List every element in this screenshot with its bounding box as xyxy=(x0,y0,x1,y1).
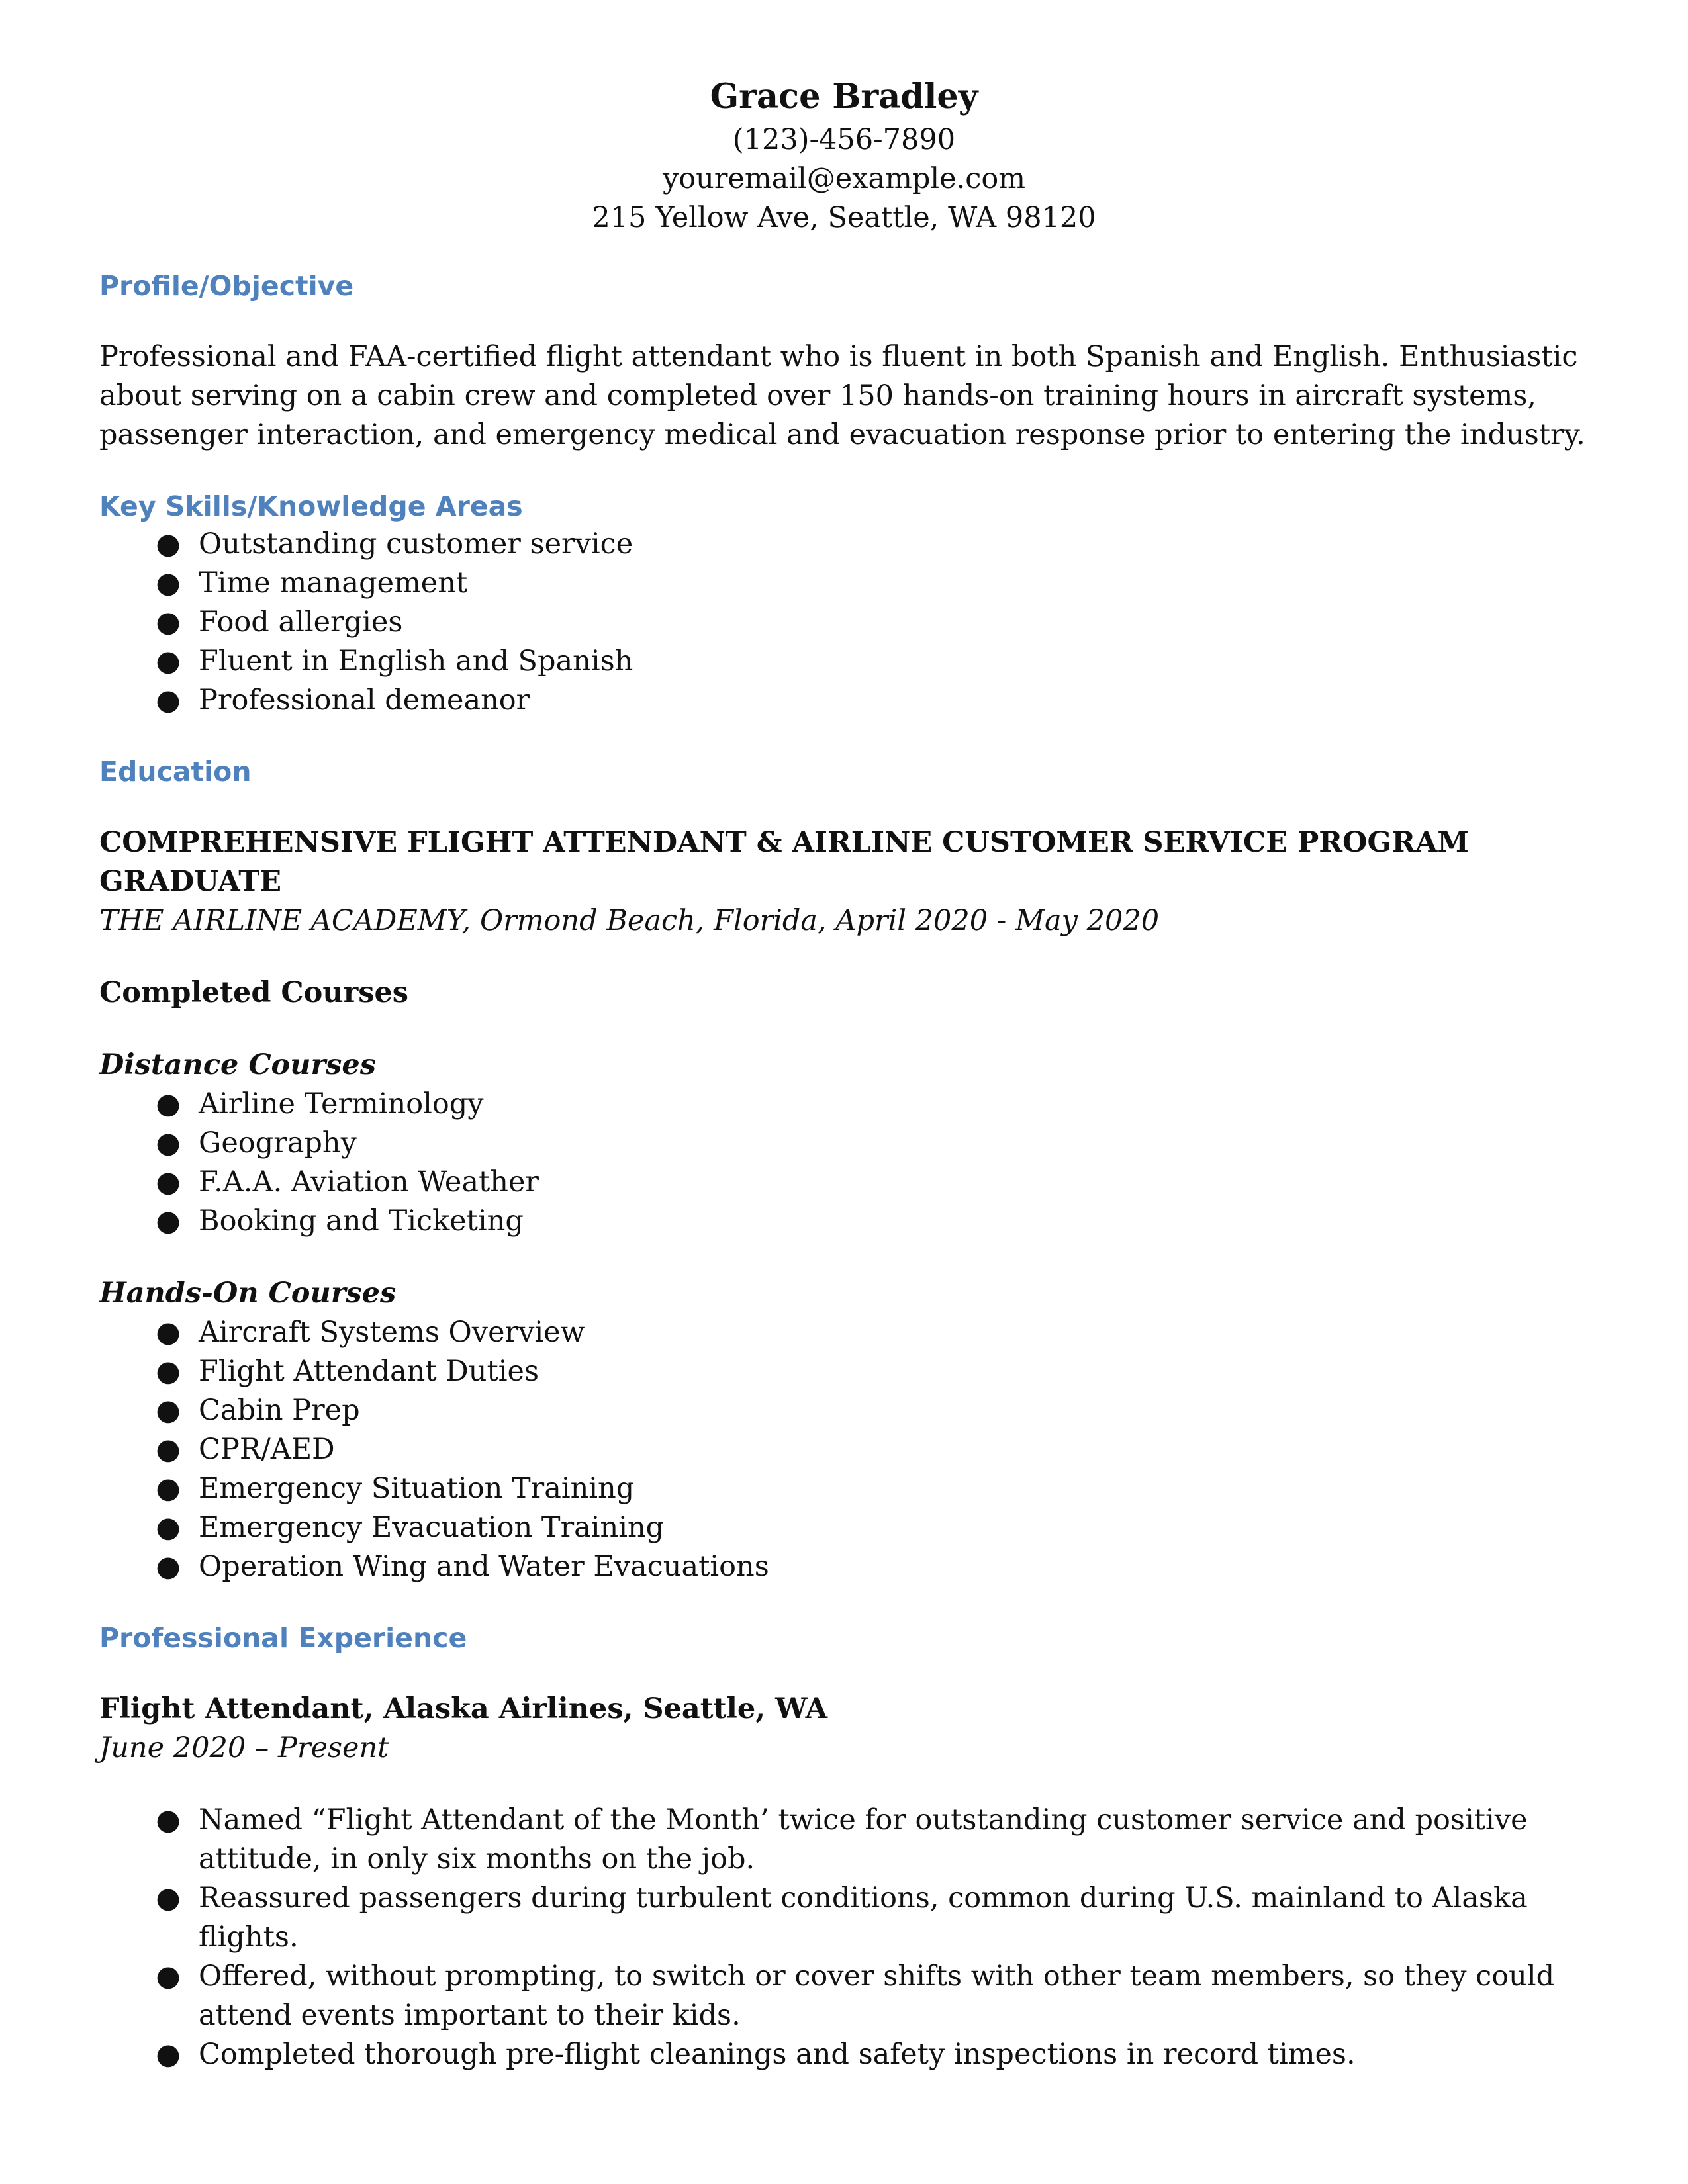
bullet-icon: ● xyxy=(156,527,181,561)
bullet-icon: ● xyxy=(156,1433,181,1466)
section-title-experience: Professional Experience xyxy=(99,1622,467,1654)
bullet-icon: ● xyxy=(156,1205,181,1238)
course-item-text: Booking and Ticketing xyxy=(199,1205,524,1238)
course-item xyxy=(99,1508,1589,1547)
bullet-icon: ● xyxy=(156,606,181,639)
course-item xyxy=(99,1085,1589,1124)
bullet-icon: ● xyxy=(156,1087,181,1120)
course-item xyxy=(99,1547,1589,1586)
bullet-icon: ● xyxy=(156,1316,181,1349)
section-title-education: Education xyxy=(99,756,252,788)
course-item-text: Emergency Situation Training xyxy=(199,1472,635,1505)
experience-list xyxy=(99,1801,1589,2074)
skill-item-text: Fluent in English and Spanish xyxy=(199,645,633,678)
bullet-icon: ● xyxy=(156,684,181,717)
home-address: 215 Yellow Ave, Seattle, WA 98120 xyxy=(592,201,1096,234)
course-item xyxy=(99,1124,1589,1163)
course-item-text: CPR/AED xyxy=(199,1433,335,1466)
course-item-text: Emergency Evacuation Training xyxy=(199,1511,665,1544)
skill-item-text: Professional demeanor xyxy=(199,684,530,717)
experience-item-text: Reassured passengers during turbulent conditions, common during U.S. mainland to Alaska flights. xyxy=(199,1882,1528,1954)
skill-item xyxy=(99,564,1589,603)
course-item-text: F.A.A. Aviation Weather xyxy=(199,1165,539,1199)
experience-item xyxy=(99,1801,1589,1879)
experience-item xyxy=(99,1957,1589,2035)
bullet-icon: ● xyxy=(156,1165,181,1199)
resume-document xyxy=(99,73,1589,2074)
section-title-profile: Profile/Objective xyxy=(99,270,354,302)
course-item xyxy=(99,1430,1589,1469)
degree-title: COMPREHENSIVE FLIGHT ATTENDANT & AIRLINE CUSTOMER SERVICE PROGRAM GRADUATE xyxy=(99,826,1469,898)
resume-header xyxy=(99,73,1589,238)
course-item-text: Geography xyxy=(199,1126,357,1160)
profile-text: Professional and FAA-certified flight attendant who is fluent in both Spanish and English. Enthusiastic about serving on a cabin crew and completed over 150 hands-on training hours in aircraft systems, passenger interaction, and emergency medical and evacuation response prior to entering the industry. xyxy=(99,340,1585,451)
experience-item-text: Named “Flight Attendant of the Month’ twice for outstanding customer service and positive attitude, in only six months on the job. xyxy=(199,1803,1528,1876)
candidate-name: Grace Bradley xyxy=(710,77,978,116)
skill-item xyxy=(99,603,1589,642)
job-title: Flight Attendant, Alaska Airlines, Seattle, WA xyxy=(99,1692,828,1725)
skill-item-text: Food allergies xyxy=(199,606,403,639)
email-address: youremail@example.com xyxy=(662,162,1026,195)
course-item xyxy=(99,1313,1589,1352)
completed-courses-heading: Completed Courses xyxy=(99,976,409,1009)
skills-list xyxy=(99,525,1589,720)
school-line: THE AIRLINE ACADEMY, Ormond Beach, Florida, April 2020 - May 2020 xyxy=(99,904,1160,937)
course-item xyxy=(99,1469,1589,1508)
bullet-icon: ● xyxy=(156,1882,181,1915)
experience-item-text: Completed thorough pre-flight cleanings and safety inspections in record times. xyxy=(199,2038,1356,2071)
job-dates: June 2020 – Present xyxy=(99,1731,389,1764)
bullet-icon: ● xyxy=(156,1803,181,1837)
bullet-icon: ● xyxy=(156,645,181,678)
handson-courses-list xyxy=(99,1313,1589,1586)
course-item xyxy=(99,1352,1589,1391)
course-item-text: Flight Attendant Duties xyxy=(199,1355,539,1388)
course-item xyxy=(99,1163,1589,1202)
handson-courses-heading: Hands-On Courses xyxy=(99,1277,397,1310)
course-item xyxy=(99,1202,1589,1241)
skill-item xyxy=(99,525,1589,564)
bullet-icon: ● xyxy=(156,1472,181,1505)
skill-item-text: Outstanding customer service xyxy=(199,527,633,561)
experience-item xyxy=(99,2035,1589,2074)
course-item-text: Cabin Prep xyxy=(199,1394,360,1427)
bullet-icon: ● xyxy=(156,1394,181,1427)
course-item-text: Operation Wing and Water Evacuations xyxy=(199,1550,769,1583)
bullet-icon: ● xyxy=(156,1126,181,1160)
experience-item-text: Offered, without prompting, to switch or cover shifts with other team members, so they could attend events important to their kids. xyxy=(199,1960,1555,2032)
bullet-icon: ● xyxy=(156,1355,181,1388)
bullet-icon: ● xyxy=(156,2038,181,2071)
skill-item xyxy=(99,681,1589,720)
phone-number: (123)-456-7890 xyxy=(732,123,956,156)
bullet-icon: ● xyxy=(156,1550,181,1583)
skill-item-text: Time management xyxy=(199,567,468,600)
bullet-icon: ● xyxy=(156,1511,181,1544)
bullet-icon: ● xyxy=(156,567,181,600)
experience-item xyxy=(99,1879,1589,1957)
distance-courses-list xyxy=(99,1085,1589,1241)
section-title-skills: Key Skills/Knowledge Areas xyxy=(99,490,523,522)
course-item-text: Aircraft Systems Overview xyxy=(199,1316,585,1349)
course-item xyxy=(99,1391,1589,1430)
course-item-text: Airline Terminology xyxy=(199,1087,484,1120)
bullet-icon: ● xyxy=(156,1960,181,1993)
skill-item xyxy=(99,642,1589,681)
distance-courses-heading: Distance Courses xyxy=(99,1048,376,1081)
